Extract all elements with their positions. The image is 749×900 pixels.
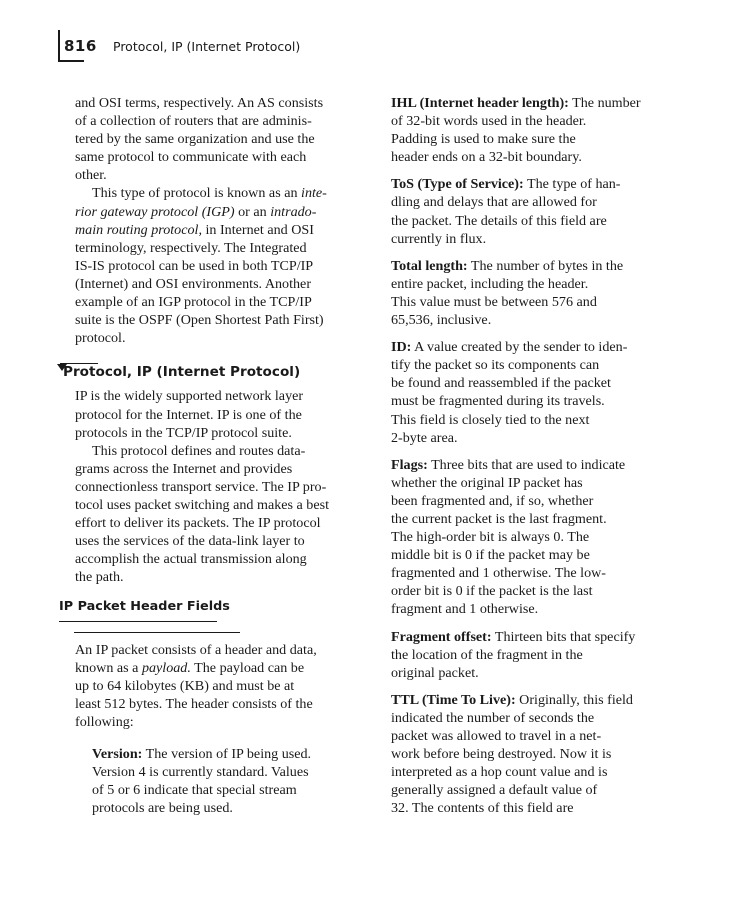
subsection-rule-lower — [74, 632, 240, 633]
header-vertical-rule — [58, 30, 60, 62]
ttl-entry: TTL (Time To Live): Originally, this field indicated the number of seconds the packet was allowed to travel in a net- work before being destroyed. Now it is interpreted as a hop count value and is generally assigned a default value of 32. The contents of this field are — [391, 691, 633, 817]
term-label: IHL (Internet header length): — [391, 95, 569, 111]
section-heading: Protocol, IP (Internet Protocol) — [63, 364, 301, 381]
subsection-heading: IP Packet Header Fields — [59, 599, 230, 615]
page-header — [58, 30, 358, 64]
triangle-marker-icon — [57, 364, 67, 371]
page-number: 816 — [64, 37, 97, 55]
packet-paragraph: An IP packet consists of a header and data, known as a payload. The payload can be up to 64 kilobytes (KB) and must be at least 512 bytes. The header consists of the following: — [75, 641, 317, 730]
fragment-offset-entry: Fragment offset: Thirteen bits that specify the location of the fragment in the original packet. — [391, 628, 636, 681]
version-entry: Version: The version of IP being used. Version 4 is currently standard. Values of 5 or 6 indicate that special stream protocols are being used. — [92, 746, 312, 817]
term-label: TTL (Time To Live): — [391, 691, 516, 708]
total-length-entry: Total length: The number of bytes in the entire packet, including the header. This value must be between 576 and 65,536, inclusive. — [391, 257, 624, 329]
right-column — [391, 94, 649, 826]
term-label: ToS (Type of Service): — [391, 176, 524, 193]
term-label: Flags: — [391, 456, 428, 473]
term-label: Total length: — [391, 257, 468, 274]
ip-intro-paragraph: IP is the widely supported network layer protocol for the Internet. IP is one of the protocols in the TCP/IP protocol suite. — [75, 388, 304, 441]
tos-entry: ToS (Type of Service): The type of han- dling and delays that are allowed for the packet. The details of this field are currently in flux. — [391, 176, 621, 247]
term-label: ID: — [391, 339, 412, 356]
igp-paragraph: This type of protocol is known as an inte- rior gateway protocol (IGP) or an intrado- main routing protocol, in Internet and OSI terminology, respectively. The Integrated IS-IS protocol can be used in both TCP/IP (Internet) and OSI environments. Another example of an IGP protocol in the TCP/IP suite is the OSPF (Open Shortest Path First) protocol. — [75, 185, 327, 347]
running-title: Protocol, IP (Internet Protocol) — [113, 39, 301, 54]
ip-routing-paragraph: This protocol defines and routes data- grams across the Internet and provides connectionless transport service. The IP pro- tocol uses packet switching and makes a best effort to deliver its packets. The IP protocol uses the services of the data-link layer to accomplish the actual transmission along the path. — [75, 442, 330, 586]
intro-paragraph: and OSI terms, respectively. An AS consists of a collection of routers that are adminis- tered by the same organization and use the same protocol to communicate with each other. — [75, 95, 324, 184]
flags-entry: Flags: Three bits that are used to indicate whether the original IP packet has been fragmented and, if so, whether the current packet is the last fragment. The high-order bit is always 0. The middle bit is 0 if the packet may be fragmented and 1 otherwise. The low- order bit is 0 if the packet is the last fragment and 1 otherwise. — [391, 456, 626, 618]
term-label: Fragment offset: — [391, 628, 492, 645]
id-entry: ID: A value created by the sender to iden- tify the packet so its components can be found and reassembled if the packet must be fragmented during its travels. This field is closely tied to the next 2-byte area. — [391, 339, 628, 446]
left-column — [59, 94, 367, 817]
header-horizontal-rule — [58, 60, 84, 62]
ihl-entry: IHL (Internet header length): The number of 32-bit words used in the header. Padding is used to make sure the header ends on a 32-bit boundary. — [391, 95, 641, 166]
subsection-rule — [59, 621, 217, 622]
term-label: Version: — [92, 746, 143, 762]
